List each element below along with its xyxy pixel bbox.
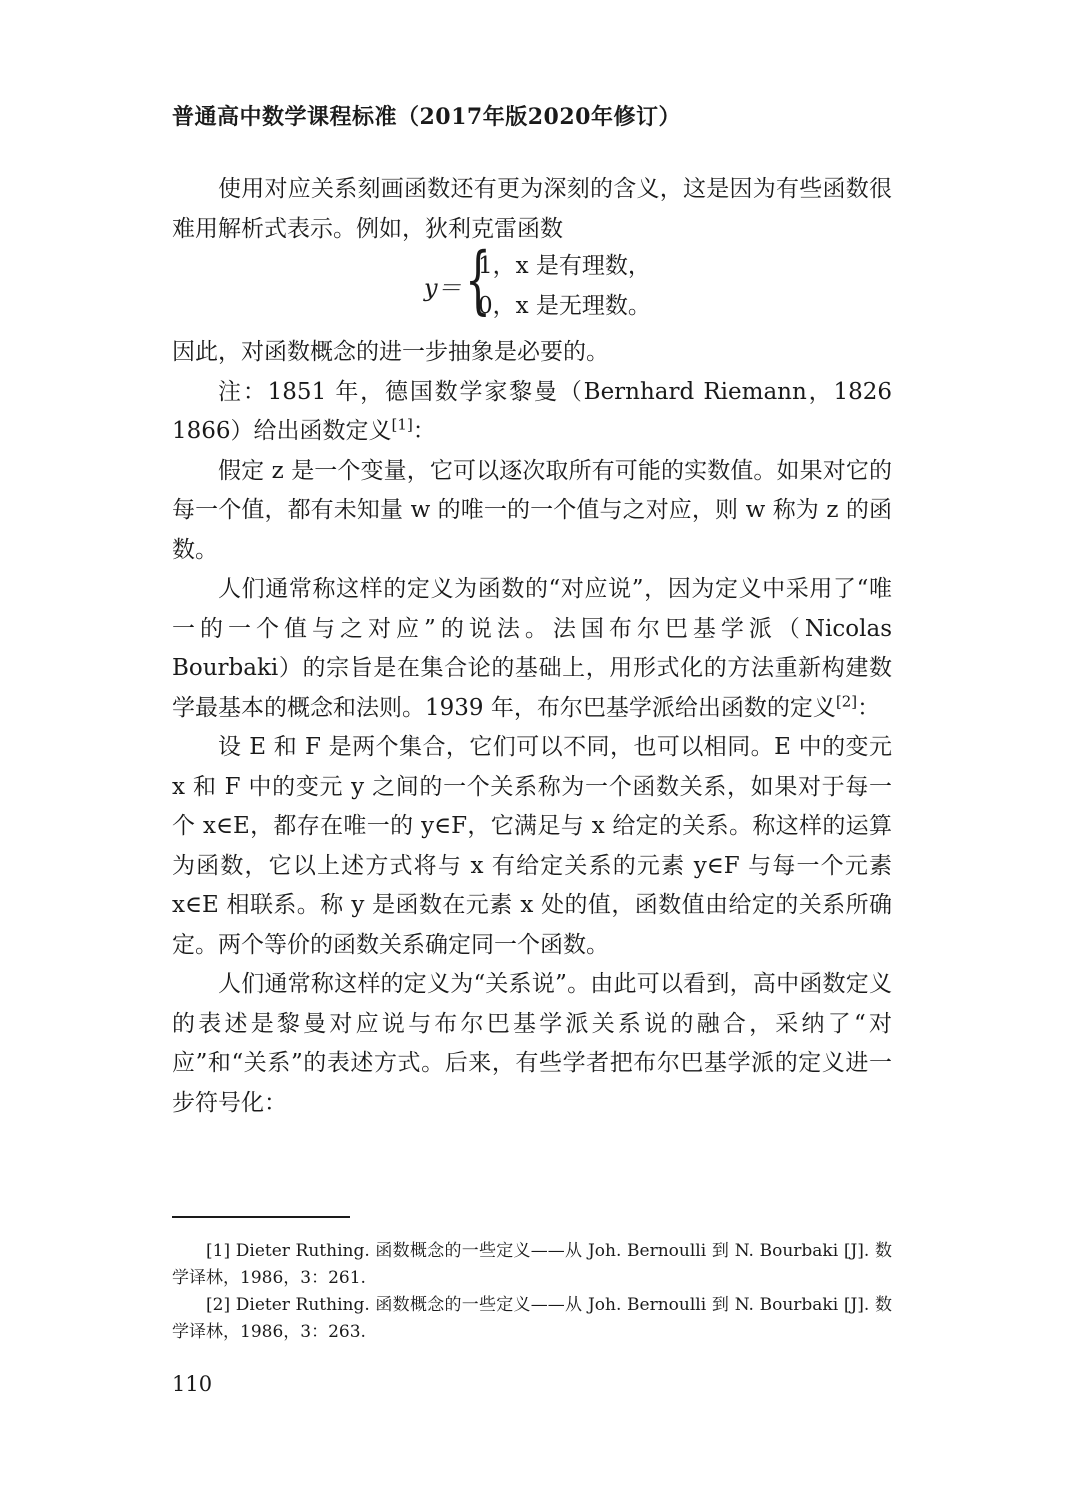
footnote-ref-2[interactable]: [2] (835, 691, 858, 710)
formula-case-irrational: 0，x 是无理数。 (478, 293, 651, 319)
formula-lhs: y＝ (424, 274, 462, 302)
correspondence-text: 人们通常称这样的定义为函数的“对应说”，因为定义中采用了“唯一的一个值与之对应”的说法。法国布尔巴基学派（Nicolas Bourbaki）的宗旨是在集合论的基础上，用形式化的方法重新构建数学最基本的概念和法则。1939 年，布尔巴基学派给出函数的定义 (172, 576, 892, 721)
footnote-divider (172, 1216, 350, 1218)
note-riemann-text: 注：1851 年，德国数学家黎曼（Bernhard Riemann，1826 1866）给出函数定义 (172, 378, 892, 444)
dirichlet-formula (172, 237, 892, 333)
paragraph-intro: 使用对应关系刻画函数还有更为深刻的含义，这是因为有些函数很难用解析式表示。例如，狄利克雷函数 (172, 176, 892, 242)
body-text (172, 170, 892, 1123)
paragraph-correspondence (172, 570, 892, 728)
footnote-1: [1] Dieter Ruthing. 函数概念的一些定义——从 Joh. Bernoulli 到 N. Bourbaki [J]. 数学译林，1986，3：261. (172, 1241, 892, 1288)
running-header: 普通高中数学课程标准（2017年版2020年修订） (172, 104, 681, 130)
paragraph-bourbaki-definition: 设 E 和 F 是两个集合，它们可以不同，也可以相同。E 中的变元 x 和 F 中的变元 y 之间的一个关系称为一个函数关系，如果对于每一个 x∈E，都存在唯一的 y∈F，它满足与 x 给定的关系。称这样的运算为函数，它以上述方式将与 x 有给定关系的元素 y∈F 与每一个元素 x∈E 相联系。称 y 是函数在元素 x 处的值，函数值由给定的关系所确定。两个等价的函数关系确定同一个函数。 (172, 734, 892, 958)
left-brace-icon: { (465, 237, 491, 323)
correspondence-colon: ： (857, 694, 881, 721)
paragraph-conclusion: 因此，对函数概念的进一步抽象是必要的。 (172, 339, 609, 365)
footnote-2: [2] Dieter Ruthing. 函数概念的一些定义——从 Joh. Bernoulli 到 N. Bourbaki [J]. 数学译林，1986，3：263. (172, 1295, 892, 1342)
footnote-ref-1[interactable]: [1] (391, 415, 413, 434)
paragraph-riemann-definition: 假定 z 是一个变量，它可以逐次取所有可能的实数值。如果对它的每一个值，都有未知量 w 的唯一的一个值与之对应，则 w 称为 z 的函数。 (172, 457, 892, 563)
formula-case-rational: 1，x 是有理数， (478, 253, 651, 279)
paragraph-note-riemann (172, 373, 892, 452)
paragraph-relation-theory: 人们通常称这样的定义为“关系说”。由此可以看到，高中函数定义的表述是黎曼对应说与布尔巴基学派关系说的融合，采纳了“对应”和“关系”的表述方式。后来，有些学者把布尔巴基学派的定义进一步符号化： (172, 971, 892, 1116)
document-page (172, 0, 892, 1512)
footnotes (172, 1238, 892, 1346)
page-number: 110 (172, 1372, 213, 1396)
note-riemann-colon: ： (412, 418, 436, 444)
